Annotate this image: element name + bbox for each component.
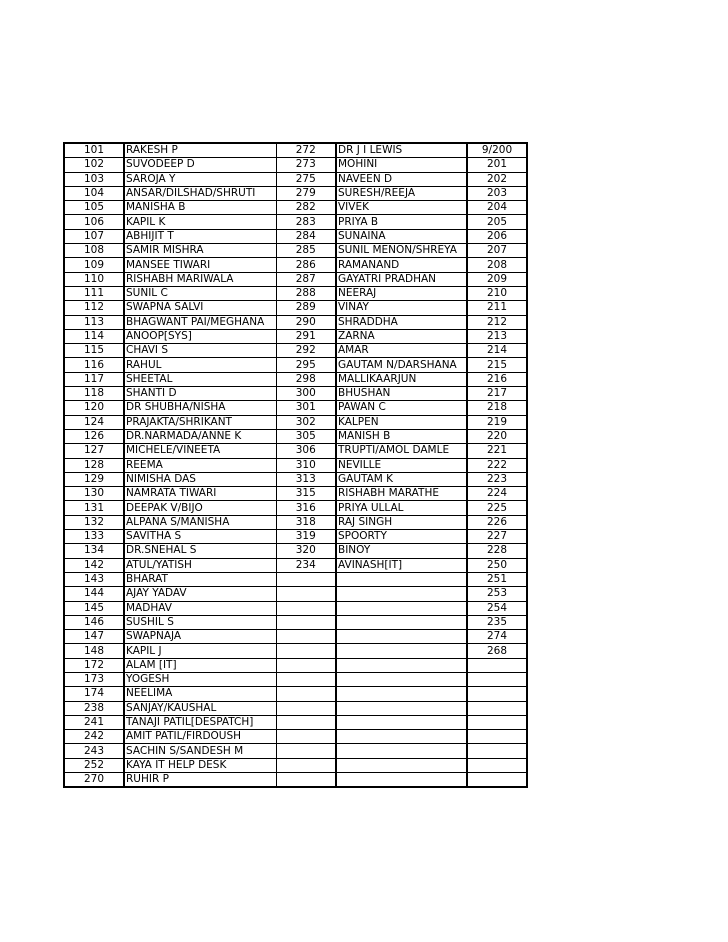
extension-number-cell: 268 [467, 644, 527, 658]
name-cell: KALPEN [336, 415, 467, 429]
table-row [64, 201, 527, 215]
name-cell: REEMA [124, 458, 276, 472]
name-cell: NIMISHA DAS [124, 472, 276, 486]
name-cell: NAVEEN D [336, 172, 467, 186]
name-cell: KAPIL J [124, 644, 276, 658]
extension-number-cell: 300 [276, 387, 336, 401]
extension-number-cell: 172 [64, 658, 124, 672]
table-row [64, 401, 527, 415]
extension-number-cell: 298 [276, 372, 336, 386]
extension-number-cell: 118 [64, 387, 124, 401]
table-row [64, 172, 527, 186]
extension-number-cell: 218 [467, 401, 527, 415]
name-cell: GAUTAM K [336, 472, 467, 486]
table-row [64, 415, 527, 429]
extension-number-cell: 114 [64, 329, 124, 343]
table-row [64, 229, 527, 243]
name-cell: ABHIJIT T [124, 229, 276, 243]
name-cell: DR.NARMADA/ANNE K [124, 429, 276, 443]
name-cell: SWAPNA SALVI [124, 301, 276, 315]
table-row [64, 344, 527, 358]
extension-number-cell: 288 [276, 286, 336, 300]
table-row [64, 301, 527, 315]
extension-number-cell [276, 730, 336, 744]
extension-number-cell: 9/200 [467, 143, 527, 158]
name-cell: AVINASH[IT] [336, 558, 467, 572]
extension-number-cell: 318 [276, 515, 336, 529]
name-cell: BHARAT [124, 572, 276, 586]
extension-number-cell: 282 [276, 201, 336, 215]
extension-number-cell: 130 [64, 487, 124, 501]
extension-number-cell: 174 [64, 687, 124, 701]
name-cell [336, 630, 467, 644]
table-body [64, 143, 527, 787]
extension-number-cell: 134 [64, 544, 124, 558]
extension-number-cell: 216 [467, 372, 527, 386]
extension-number-cell: 316 [276, 501, 336, 515]
name-cell: GAYATRI PRADHAN [336, 272, 467, 286]
table-row [64, 444, 527, 458]
name-cell: SANJAY/KAUSHAL [124, 701, 276, 715]
extension-number-cell: 102 [64, 158, 124, 172]
table-row [64, 158, 527, 172]
name-cell: SUVODEEP D [124, 158, 276, 172]
extension-number-cell: 305 [276, 429, 336, 443]
extension-number-cell: 131 [64, 501, 124, 515]
name-cell: NEELIMA [124, 687, 276, 701]
name-cell [336, 658, 467, 672]
extension-number-cell: 111 [64, 286, 124, 300]
table-row [64, 601, 527, 615]
name-cell: DEEPAK V/BIJO [124, 501, 276, 515]
extension-number-cell: 128 [64, 458, 124, 472]
extension-number-cell: 107 [64, 229, 124, 243]
extension-number-cell: 173 [64, 672, 124, 686]
extension-number-cell: 144 [64, 587, 124, 601]
name-cell: AMAR [336, 344, 467, 358]
extension-number-cell: 101 [64, 143, 124, 158]
name-cell: BINOY [336, 544, 467, 558]
extension-number-cell: 315 [276, 487, 336, 501]
extension-number-cell [467, 658, 527, 672]
table-row [64, 487, 527, 501]
name-cell [336, 672, 467, 686]
extension-number-cell: 217 [467, 387, 527, 401]
name-cell: ALAM [IT] [124, 658, 276, 672]
extension-number-cell: 275 [276, 172, 336, 186]
extension-number-cell: 242 [64, 730, 124, 744]
extension-number-cell: 243 [64, 744, 124, 758]
extension-number-cell [276, 687, 336, 701]
name-cell [336, 701, 467, 715]
extension-number-cell: 290 [276, 315, 336, 329]
name-cell: BHAGWANT PAI/MEGHANA [124, 315, 276, 329]
extension-number-cell: 320 [276, 544, 336, 558]
extension-number-cell: 306 [276, 444, 336, 458]
extension-number-cell: 126 [64, 429, 124, 443]
extension-number-cell [276, 715, 336, 729]
extension-number-cell: 132 [64, 515, 124, 529]
extension-number-cell: 113 [64, 315, 124, 329]
table-row [64, 572, 527, 586]
name-cell: PRIYA ULLAL [336, 501, 467, 515]
extension-number-cell: 289 [276, 301, 336, 315]
extension-number-cell: 225 [467, 501, 527, 515]
name-cell [336, 773, 467, 788]
name-cell: RUHIR P [124, 773, 276, 788]
extension-number-cell [467, 715, 527, 729]
extension-number-cell: 213 [467, 329, 527, 343]
extension-number-cell: 214 [467, 344, 527, 358]
name-cell: NEERAJ [336, 286, 467, 300]
extension-number-cell [467, 744, 527, 758]
name-cell: MALLIKAARJUN [336, 372, 467, 386]
extension-number-cell: 313 [276, 472, 336, 486]
extension-number-cell: 219 [467, 415, 527, 429]
extension-number-cell [467, 730, 527, 744]
name-cell: MANISHA B [124, 201, 276, 215]
extension-number-cell: 206 [467, 229, 527, 243]
table-row [64, 286, 527, 300]
name-cell [336, 758, 467, 772]
name-cell: SUSHIL S [124, 615, 276, 629]
name-cell: RAMANAND [336, 258, 467, 272]
name-cell: VIVEK [336, 201, 467, 215]
name-cell: ALPANA S/MANISHA [124, 515, 276, 529]
extension-number-cell: 310 [276, 458, 336, 472]
extension-number-cell: 287 [276, 272, 336, 286]
table-row [64, 587, 527, 601]
extension-number-cell: 148 [64, 644, 124, 658]
extension-number-cell: 105 [64, 201, 124, 215]
extension-number-cell: 106 [64, 215, 124, 229]
table-row [64, 272, 527, 286]
name-cell [336, 615, 467, 629]
table-row [64, 143, 527, 158]
extension-number-cell: 254 [467, 601, 527, 615]
name-cell: RAJ SINGH [336, 515, 467, 529]
name-cell: SWAPNAJA [124, 630, 276, 644]
extension-number-cell: 283 [276, 215, 336, 229]
table-row [64, 630, 527, 644]
extension-number-cell: 133 [64, 530, 124, 544]
table-row [64, 458, 527, 472]
name-cell: RAKESH P [124, 143, 276, 158]
table-row [64, 687, 527, 701]
table-row [64, 215, 527, 229]
extension-number-cell: 116 [64, 358, 124, 372]
name-cell: SHEETAL [124, 372, 276, 386]
name-cell: DR SHUBHA/NISHA [124, 401, 276, 415]
extension-number-cell: 272 [276, 143, 336, 158]
extension-number-cell: 203 [467, 186, 527, 200]
table-row [64, 701, 527, 715]
table-row [64, 372, 527, 386]
extension-number-cell: 202 [467, 172, 527, 186]
name-cell: GAUTAM N/DARSHANA [336, 358, 467, 372]
name-cell: SURESH/REEJA [336, 186, 467, 200]
extension-number-cell [276, 630, 336, 644]
name-cell: MICHELE/VINEETA [124, 444, 276, 458]
table-row [64, 387, 527, 401]
name-cell: AJAY YADAV [124, 587, 276, 601]
extension-number-cell: 208 [467, 258, 527, 272]
table-row [64, 472, 527, 486]
name-cell: YOGESH [124, 672, 276, 686]
table-row [64, 515, 527, 529]
name-cell: RISHABH MARATHE [336, 487, 467, 501]
extension-number-cell: 284 [276, 229, 336, 243]
extension-number-cell: 109 [64, 258, 124, 272]
table-row [64, 244, 527, 258]
table-row [64, 658, 527, 672]
extension-number-cell: 220 [467, 429, 527, 443]
name-cell: BHUSHAN [336, 387, 467, 401]
extension-number-cell: 207 [467, 244, 527, 258]
extension-number-cell: 235 [467, 615, 527, 629]
name-cell: MANSEE TIWARI [124, 258, 276, 272]
extension-number-cell: 143 [64, 572, 124, 586]
name-cell: SACHIN S/SANDESH M [124, 744, 276, 758]
extension-number-cell: 212 [467, 315, 527, 329]
table-row [64, 758, 527, 772]
table-row [64, 558, 527, 572]
extension-number-cell: 117 [64, 372, 124, 386]
extension-number-cell [276, 672, 336, 686]
extension-number-cell [467, 687, 527, 701]
extension-number-cell: 226 [467, 515, 527, 529]
extension-number-cell: 252 [64, 758, 124, 772]
table-row [64, 644, 527, 658]
extension-number-cell [276, 572, 336, 586]
name-cell: NAMRATA TIWARI [124, 487, 276, 501]
table-row [64, 429, 527, 443]
extension-number-cell: 108 [64, 244, 124, 258]
extension-number-cell: 112 [64, 301, 124, 315]
name-cell: SHANTI D [124, 387, 276, 401]
extension-number-cell [276, 758, 336, 772]
table-row [64, 744, 527, 758]
name-cell: SPOORTY [336, 530, 467, 544]
extension-number-cell: 227 [467, 530, 527, 544]
extension-number-cell: 103 [64, 172, 124, 186]
extension-number-cell: 286 [276, 258, 336, 272]
extension-number-cell: 319 [276, 530, 336, 544]
extension-number-cell: 222 [467, 458, 527, 472]
extension-number-cell: 104 [64, 186, 124, 200]
table-row [64, 358, 527, 372]
name-cell: PAWAN C [336, 401, 467, 415]
extension-number-cell: 253 [467, 587, 527, 601]
name-cell: ZARNA [336, 329, 467, 343]
extension-number-cell [276, 773, 336, 788]
table-row [64, 258, 527, 272]
name-cell: DR.SNEHAL S [124, 544, 276, 558]
extension-number-cell: 302 [276, 415, 336, 429]
extension-number-cell: 147 [64, 630, 124, 644]
extension-number-cell: 146 [64, 615, 124, 629]
name-cell [336, 587, 467, 601]
extension-number-cell: 145 [64, 601, 124, 615]
extension-number-cell: 209 [467, 272, 527, 286]
name-cell: SAVITHA S [124, 530, 276, 544]
table-row [64, 715, 527, 729]
table-row [64, 615, 527, 629]
name-cell: ANSAR/DILSHAD/SHRUTI [124, 186, 276, 200]
extension-number-cell [276, 658, 336, 672]
table-row [64, 530, 527, 544]
name-cell: TANAJI PATIL[DESPATCH] [124, 715, 276, 729]
name-cell [336, 644, 467, 658]
extension-number-cell: 251 [467, 572, 527, 586]
extension-number-cell [276, 701, 336, 715]
name-cell [336, 715, 467, 729]
name-cell: RISHABH MARIWALA [124, 272, 276, 286]
extension-number-cell: 238 [64, 701, 124, 715]
name-cell: SUNIL C [124, 286, 276, 300]
extension-number-cell: 124 [64, 415, 124, 429]
name-cell: KAPIL K [124, 215, 276, 229]
extension-number-cell [467, 758, 527, 772]
name-cell: RAHUL [124, 358, 276, 372]
name-cell [336, 601, 467, 615]
table-row [64, 501, 527, 515]
extension-number-cell: 295 [276, 358, 336, 372]
name-cell: PRIYA B [336, 215, 467, 229]
extension-number-cell: 205 [467, 215, 527, 229]
extension-number-cell: 201 [467, 158, 527, 172]
extension-number-cell: 274 [467, 630, 527, 644]
extension-number-cell: 210 [467, 286, 527, 300]
extension-number-cell: 110 [64, 272, 124, 286]
table-row [64, 672, 527, 686]
extension-number-cell: 221 [467, 444, 527, 458]
extension-directory-table [63, 142, 528, 788]
table-row [64, 186, 527, 200]
table-row [64, 730, 527, 744]
name-cell: ANOOP[SYS] [124, 329, 276, 343]
name-cell [336, 744, 467, 758]
extension-number-cell: 228 [467, 544, 527, 558]
extension-number-cell: 301 [276, 401, 336, 415]
name-cell: SAMIR MISHRA [124, 244, 276, 258]
extension-number-cell: 279 [276, 186, 336, 200]
extension-number-cell [276, 744, 336, 758]
extension-number-cell: 115 [64, 344, 124, 358]
table-row [64, 773, 527, 788]
name-cell: SHRADDHA [336, 315, 467, 329]
extension-number-cell: 211 [467, 301, 527, 315]
extension-number-cell: 250 [467, 558, 527, 572]
extension-number-cell [467, 701, 527, 715]
name-cell: NEVILLE [336, 458, 467, 472]
name-cell: TRUPTI/AMOL DAMLE [336, 444, 467, 458]
name-cell: SUNIL MENON/SHREYA [336, 244, 467, 258]
name-cell [336, 730, 467, 744]
extension-number-cell: 120 [64, 401, 124, 415]
table-row [64, 315, 527, 329]
extension-number-cell [467, 672, 527, 686]
name-cell: MOHINI [336, 158, 467, 172]
name-cell: MANISH B [336, 429, 467, 443]
table-row [64, 544, 527, 558]
name-cell: SUNAINA [336, 229, 467, 243]
table-row [64, 329, 527, 343]
name-cell: DR J I LEWIS [336, 143, 467, 158]
extension-number-cell: 285 [276, 244, 336, 258]
extension-number-cell [276, 587, 336, 601]
name-cell: ATUL/YATISH [124, 558, 276, 572]
name-cell: KAYA IT HELP DESK [124, 758, 276, 772]
extension-number-cell: 215 [467, 358, 527, 372]
name-cell [336, 687, 467, 701]
extension-number-cell [276, 601, 336, 615]
extension-number-cell [276, 615, 336, 629]
name-cell: PRAJAKTA/SHRIKANT [124, 415, 276, 429]
extension-number-cell: 241 [64, 715, 124, 729]
extension-number-cell: 234 [276, 558, 336, 572]
extension-number-cell: 223 [467, 472, 527, 486]
extension-number-cell [467, 773, 527, 788]
extension-number-cell: 129 [64, 472, 124, 486]
extension-number-cell: 273 [276, 158, 336, 172]
extension-number-cell: 224 [467, 487, 527, 501]
extension-number-cell: 292 [276, 344, 336, 358]
name-cell: VINAY [336, 301, 467, 315]
extension-number-cell: 204 [467, 201, 527, 215]
name-cell: MADHAV [124, 601, 276, 615]
extension-number-cell: 127 [64, 444, 124, 458]
name-cell: SAROJA Y [124, 172, 276, 186]
extension-number-cell [276, 644, 336, 658]
name-cell: CHAVI S [124, 344, 276, 358]
name-cell [336, 572, 467, 586]
name-cell: AMIT PATIL/FIRDOUSH [124, 730, 276, 744]
extension-number-cell: 270 [64, 773, 124, 788]
extension-number-cell: 142 [64, 558, 124, 572]
extension-number-cell: 291 [276, 329, 336, 343]
